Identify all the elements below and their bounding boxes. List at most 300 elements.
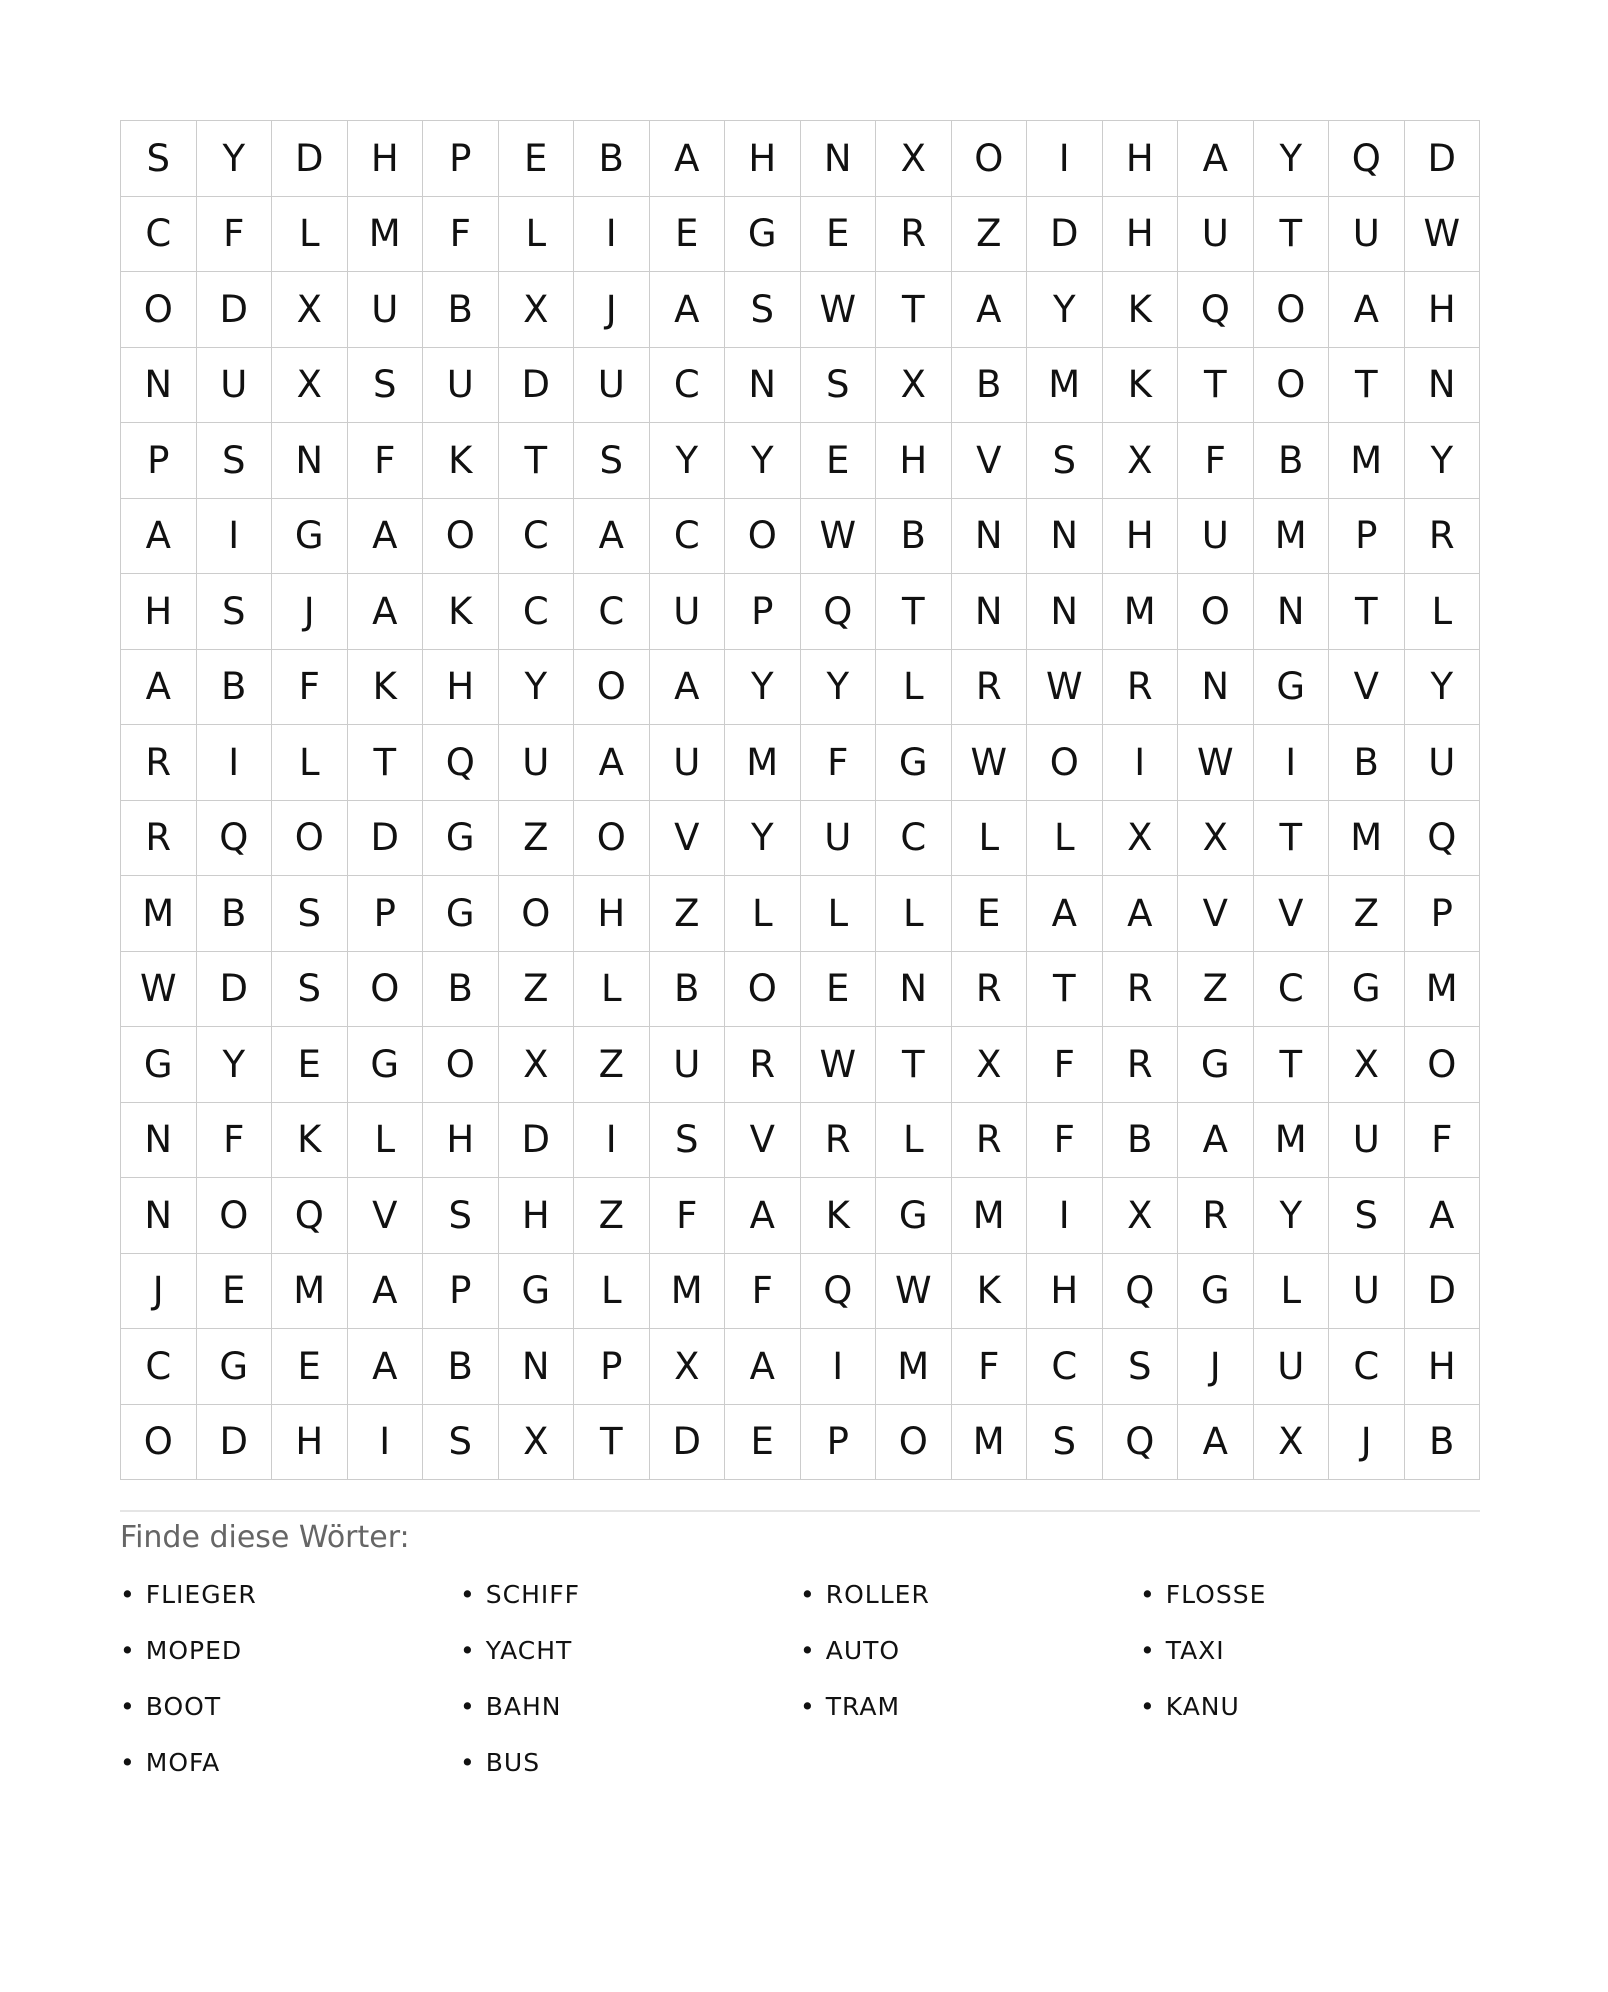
grid-cell[interactable]: P	[121, 423, 197, 499]
grid-cell[interactable]: L	[801, 876, 877, 952]
grid-cell[interactable]: L	[1405, 574, 1481, 650]
grid-cell[interactable]: I	[1254, 725, 1330, 801]
grid-cell[interactable]: G	[423, 876, 499, 952]
grid-cell[interactable]: T	[1027, 952, 1103, 1028]
grid-cell[interactable]: G	[1178, 1027, 1254, 1103]
grid-cell[interactable]: F	[1178, 423, 1254, 499]
grid-cell[interactable]: N	[876, 952, 952, 1028]
grid-cell[interactable]: M	[952, 1405, 1028, 1481]
grid-cell[interactable]: D	[272, 121, 348, 197]
grid-cell[interactable]: B	[650, 952, 726, 1028]
grid-cell[interactable]: S	[197, 574, 273, 650]
grid-cell[interactable]: C	[650, 348, 726, 424]
grid-cell[interactable]: S	[574, 423, 650, 499]
grid-cell[interactable]: O	[272, 801, 348, 877]
grid-cell[interactable]: H	[574, 876, 650, 952]
grid-cell[interactable]: C	[876, 801, 952, 877]
grid-cell[interactable]: F	[725, 1254, 801, 1330]
grid-cell[interactable]: A	[725, 1329, 801, 1405]
grid-cell[interactable]: U	[1178, 499, 1254, 575]
grid-cell[interactable]: F	[197, 1103, 273, 1179]
grid-cell[interactable]: M	[121, 876, 197, 952]
grid-cell[interactable]: V	[1254, 876, 1330, 952]
grid-cell[interactable]: U	[1329, 1103, 1405, 1179]
grid-cell[interactable]: S	[348, 348, 424, 424]
grid-cell[interactable]: S	[1027, 423, 1103, 499]
grid-cell[interactable]: U	[423, 348, 499, 424]
grid-cell[interactable]: W	[952, 725, 1028, 801]
grid-cell[interactable]: Q	[272, 1178, 348, 1254]
grid-cell[interactable]: M	[348, 197, 424, 273]
grid-cell[interactable]: O	[725, 952, 801, 1028]
grid-cell[interactable]: P	[423, 1254, 499, 1330]
grid-cell[interactable]: L	[272, 725, 348, 801]
grid-cell[interactable]: C	[1254, 952, 1330, 1028]
grid-cell[interactable]: N	[1027, 499, 1103, 575]
grid-cell[interactable]: S	[197, 423, 273, 499]
grid-cell[interactable]: Q	[197, 801, 273, 877]
grid-cell[interactable]: X	[1178, 801, 1254, 877]
grid-cell[interactable]: Q	[801, 1254, 877, 1330]
grid-cell[interactable]: U	[1178, 197, 1254, 273]
grid-cell[interactable]: E	[197, 1254, 273, 1330]
grid-cell[interactable]: Q	[423, 725, 499, 801]
grid-cell[interactable]: N	[1254, 574, 1330, 650]
grid-cell[interactable]: C	[121, 1329, 197, 1405]
grid-cell[interactable]: O	[1178, 574, 1254, 650]
grid-cell[interactable]: H	[1103, 197, 1179, 273]
grid-cell[interactable]: E	[801, 952, 877, 1028]
grid-cell[interactable]: J	[574, 272, 650, 348]
grid-cell[interactable]: J	[272, 574, 348, 650]
grid-cell[interactable]: L	[876, 876, 952, 952]
grid-cell[interactable]: T	[1254, 1027, 1330, 1103]
grid-cell[interactable]: X	[1103, 423, 1179, 499]
grid-cell[interactable]: I	[1027, 1178, 1103, 1254]
grid-cell[interactable]: G	[876, 1178, 952, 1254]
grid-cell[interactable]: Z	[574, 1027, 650, 1103]
grid-cell[interactable]: J	[1329, 1405, 1405, 1481]
grid-cell[interactable]: M	[1405, 952, 1481, 1028]
grid-cell[interactable]: H	[1405, 272, 1481, 348]
grid-cell[interactable]: V	[952, 423, 1028, 499]
grid-cell[interactable]: Y	[499, 650, 575, 726]
grid-cell[interactable]: Q	[1329, 121, 1405, 197]
grid-cell[interactable]: X	[499, 1405, 575, 1481]
grid-cell[interactable]: O	[952, 121, 1028, 197]
grid-cell[interactable]: A	[1103, 876, 1179, 952]
grid-cell[interactable]: C	[1027, 1329, 1103, 1405]
grid-cell[interactable]: W	[121, 952, 197, 1028]
grid-cell[interactable]: F	[348, 423, 424, 499]
grid-cell[interactable]: Y	[725, 650, 801, 726]
grid-cell[interactable]: T	[876, 1027, 952, 1103]
grid-cell[interactable]: M	[1027, 348, 1103, 424]
grid-cell[interactable]: C	[1329, 1329, 1405, 1405]
grid-cell[interactable]: Y	[1254, 121, 1330, 197]
grid-cell[interactable]: O	[574, 801, 650, 877]
grid-cell[interactable]: L	[876, 1103, 952, 1179]
grid-cell[interactable]: L	[272, 197, 348, 273]
grid-cell[interactable]: B	[1405, 1405, 1481, 1481]
grid-cell[interactable]: E	[272, 1329, 348, 1405]
grid-cell[interactable]: P	[574, 1329, 650, 1405]
grid-cell[interactable]: D	[348, 801, 424, 877]
grid-cell[interactable]: E	[725, 1405, 801, 1481]
grid-cell[interactable]: Z	[952, 197, 1028, 273]
grid-cell[interactable]: R	[725, 1027, 801, 1103]
grid-cell[interactable]: N	[499, 1329, 575, 1405]
grid-cell[interactable]: W	[1027, 650, 1103, 726]
grid-cell[interactable]: T	[1178, 348, 1254, 424]
grid-cell[interactable]: E	[801, 423, 877, 499]
grid-cell[interactable]: U	[1254, 1329, 1330, 1405]
grid-cell[interactable]: I	[197, 499, 273, 575]
grid-cell[interactable]: A	[1329, 272, 1405, 348]
grid-cell[interactable]: Y	[725, 801, 801, 877]
grid-cell[interactable]: D	[1405, 121, 1481, 197]
grid-cell[interactable]: G	[1329, 952, 1405, 1028]
grid-cell[interactable]: F	[650, 1178, 726, 1254]
grid-cell[interactable]: C	[121, 197, 197, 273]
grid-cell[interactable]: H	[272, 1405, 348, 1481]
grid-cell[interactable]: X	[650, 1329, 726, 1405]
grid-cell[interactable]: D	[197, 1405, 273, 1481]
grid-cell[interactable]: A	[650, 272, 726, 348]
grid-cell[interactable]: O	[574, 650, 650, 726]
grid-cell[interactable]: G	[197, 1329, 273, 1405]
grid-cell[interactable]: B	[423, 1329, 499, 1405]
grid-cell[interactable]: A	[574, 499, 650, 575]
grid-cell[interactable]: O	[1254, 348, 1330, 424]
grid-cell[interactable]: A	[348, 574, 424, 650]
grid-cell[interactable]: X	[499, 272, 575, 348]
grid-cell[interactable]: M	[876, 1329, 952, 1405]
grid-cell[interactable]: A	[1027, 876, 1103, 952]
grid-cell[interactable]: U	[348, 272, 424, 348]
grid-cell[interactable]: I	[197, 725, 273, 801]
grid-cell[interactable]: U	[1329, 1254, 1405, 1330]
grid-cell[interactable]: U	[1405, 725, 1481, 801]
grid-cell[interactable]: A	[574, 725, 650, 801]
grid-cell[interactable]: R	[952, 1103, 1028, 1179]
grid-cell[interactable]: T	[499, 423, 575, 499]
grid-cell[interactable]: F	[1405, 1103, 1481, 1179]
grid-cell[interactable]: G	[423, 801, 499, 877]
grid-cell[interactable]: M	[1103, 574, 1179, 650]
grid-cell[interactable]: E	[801, 197, 877, 273]
grid-cell[interactable]: Y	[1405, 423, 1481, 499]
grid-cell[interactable]: Y	[1405, 650, 1481, 726]
grid-cell[interactable]: W	[1405, 197, 1481, 273]
grid-cell[interactable]: Z	[499, 801, 575, 877]
grid-cell[interactable]: X	[876, 121, 952, 197]
grid-cell[interactable]: N	[952, 574, 1028, 650]
grid-cell[interactable]: L	[725, 876, 801, 952]
grid-cell[interactable]: H	[1405, 1329, 1481, 1405]
grid-cell[interactable]: Y	[725, 423, 801, 499]
grid-cell[interactable]: N	[121, 1103, 197, 1179]
grid-cell[interactable]: R	[1103, 1027, 1179, 1103]
grid-cell[interactable]: F	[423, 197, 499, 273]
grid-cell[interactable]: H	[423, 650, 499, 726]
grid-cell[interactable]: N	[272, 423, 348, 499]
grid-cell[interactable]: S	[423, 1405, 499, 1481]
grid-cell[interactable]: I	[1027, 121, 1103, 197]
grid-cell[interactable]: K	[423, 423, 499, 499]
grid-cell[interactable]: B	[197, 876, 273, 952]
grid-cell[interactable]: W	[1178, 725, 1254, 801]
grid-cell[interactable]: M	[1329, 423, 1405, 499]
grid-cell[interactable]: Q	[1405, 801, 1481, 877]
grid-cell[interactable]: Y	[650, 423, 726, 499]
grid-cell[interactable]: Z	[1329, 876, 1405, 952]
grid-cell[interactable]: V	[1178, 876, 1254, 952]
grid-cell[interactable]: C	[574, 574, 650, 650]
grid-cell[interactable]: S	[272, 876, 348, 952]
grid-cell[interactable]: E	[499, 121, 575, 197]
grid-cell[interactable]: O	[423, 1027, 499, 1103]
grid-cell[interactable]: S	[725, 272, 801, 348]
grid-cell[interactable]: B	[1103, 1103, 1179, 1179]
grid-cell[interactable]: B	[197, 650, 273, 726]
grid-cell[interactable]: S	[1329, 1178, 1405, 1254]
grid-cell[interactable]: O	[121, 1405, 197, 1481]
grid-cell[interactable]: A	[650, 121, 726, 197]
grid-cell[interactable]: L	[952, 801, 1028, 877]
grid-cell[interactable]: T	[1329, 574, 1405, 650]
grid-cell[interactable]: P	[1329, 499, 1405, 575]
grid-cell[interactable]: B	[952, 348, 1028, 424]
grid-cell[interactable]: S	[801, 348, 877, 424]
grid-cell[interactable]: U	[801, 801, 877, 877]
grid-cell[interactable]: A	[121, 650, 197, 726]
grid-cell[interactable]: N	[1405, 348, 1481, 424]
grid-cell[interactable]: C	[650, 499, 726, 575]
grid-cell[interactable]: B	[1254, 423, 1330, 499]
grid-cell[interactable]: F	[801, 725, 877, 801]
grid-cell[interactable]: L	[1027, 801, 1103, 877]
grid-cell[interactable]: R	[1178, 1178, 1254, 1254]
grid-cell[interactable]: K	[272, 1103, 348, 1179]
grid-cell[interactable]: K	[801, 1178, 877, 1254]
grid-cell[interactable]: T	[1329, 348, 1405, 424]
grid-cell[interactable]: D	[499, 1103, 575, 1179]
grid-cell[interactable]: N	[1178, 650, 1254, 726]
grid-cell[interactable]: I	[574, 197, 650, 273]
grid-cell[interactable]: L	[876, 650, 952, 726]
grid-cell[interactable]: I	[1103, 725, 1179, 801]
grid-cell[interactable]: G	[1178, 1254, 1254, 1330]
grid-cell[interactable]: L	[574, 1254, 650, 1330]
grid-cell[interactable]: X	[499, 1027, 575, 1103]
grid-cell[interactable]: U	[1329, 197, 1405, 273]
grid-cell[interactable]: X	[272, 272, 348, 348]
grid-cell[interactable]: Z	[499, 952, 575, 1028]
grid-cell[interactable]: U	[650, 574, 726, 650]
grid-cell[interactable]: X	[1103, 801, 1179, 877]
grid-cell[interactable]: L	[348, 1103, 424, 1179]
grid-cell[interactable]: X	[1254, 1405, 1330, 1481]
grid-cell[interactable]: Z	[574, 1178, 650, 1254]
grid-cell[interactable]: O	[1254, 272, 1330, 348]
grid-cell[interactable]: Y	[1254, 1178, 1330, 1254]
grid-cell[interactable]: K	[952, 1254, 1028, 1330]
grid-cell[interactable]: H	[1027, 1254, 1103, 1330]
grid-cell[interactable]: O	[876, 1405, 952, 1481]
grid-cell[interactable]: G	[121, 1027, 197, 1103]
grid-cell[interactable]: D	[197, 952, 273, 1028]
grid-cell[interactable]: A	[1178, 1405, 1254, 1481]
grid-cell[interactable]: Q	[1178, 272, 1254, 348]
grid-cell[interactable]: T	[1254, 197, 1330, 273]
grid-cell[interactable]: E	[272, 1027, 348, 1103]
grid-cell[interactable]: A	[121, 499, 197, 575]
grid-cell[interactable]: P	[801, 1405, 877, 1481]
grid-cell[interactable]: G	[272, 499, 348, 575]
grid-cell[interactable]: S	[1027, 1405, 1103, 1481]
grid-cell[interactable]: A	[348, 1329, 424, 1405]
grid-cell[interactable]: P	[725, 574, 801, 650]
grid-cell[interactable]: B	[423, 952, 499, 1028]
grid-cell[interactable]: P	[1405, 876, 1481, 952]
grid-cell[interactable]: S	[272, 952, 348, 1028]
grid-cell[interactable]: H	[348, 121, 424, 197]
grid-cell[interactable]: A	[725, 1178, 801, 1254]
grid-cell[interactable]: N	[801, 121, 877, 197]
grid-cell[interactable]: Z	[1178, 952, 1254, 1028]
grid-cell[interactable]: I	[801, 1329, 877, 1405]
grid-cell[interactable]: O	[499, 876, 575, 952]
grid-cell[interactable]: N	[1027, 574, 1103, 650]
grid-cell[interactable]: V	[725, 1103, 801, 1179]
grid-cell[interactable]: S	[650, 1103, 726, 1179]
grid-cell[interactable]: P	[348, 876, 424, 952]
grid-cell[interactable]: M	[650, 1254, 726, 1330]
grid-cell[interactable]: H	[876, 423, 952, 499]
grid-cell[interactable]: K	[1103, 348, 1179, 424]
grid-cell[interactable]: N	[121, 1178, 197, 1254]
grid-cell[interactable]: O	[121, 272, 197, 348]
grid-cell[interactable]: E	[952, 876, 1028, 952]
grid-cell[interactable]: R	[952, 650, 1028, 726]
grid-cell[interactable]: H	[499, 1178, 575, 1254]
grid-cell[interactable]: S	[1103, 1329, 1179, 1405]
grid-cell[interactable]: U	[197, 348, 273, 424]
grid-cell[interactable]: H	[121, 574, 197, 650]
grid-cell[interactable]: H	[725, 121, 801, 197]
grid-cell[interactable]: C	[499, 574, 575, 650]
grid-cell[interactable]: A	[1178, 121, 1254, 197]
grid-cell[interactable]: U	[650, 725, 726, 801]
grid-cell[interactable]: B	[876, 499, 952, 575]
grid-cell[interactable]: R	[121, 801, 197, 877]
grid-cell[interactable]: V	[650, 801, 726, 877]
grid-cell[interactable]: F	[1027, 1027, 1103, 1103]
grid-cell[interactable]: Z	[650, 876, 726, 952]
grid-cell[interactable]: H	[1103, 121, 1179, 197]
grid-cell[interactable]: D	[1027, 197, 1103, 273]
grid-cell[interactable]: Y	[197, 121, 273, 197]
grid-cell[interactable]: R	[801, 1103, 877, 1179]
grid-cell[interactable]: P	[423, 121, 499, 197]
grid-cell[interactable]: O	[423, 499, 499, 575]
grid-cell[interactable]: K	[1103, 272, 1179, 348]
grid-cell[interactable]: R	[876, 197, 952, 273]
grid-cell[interactable]: A	[348, 499, 424, 575]
grid-cell[interactable]: B	[423, 272, 499, 348]
grid-cell[interactable]: U	[574, 348, 650, 424]
grid-cell[interactable]: D	[1405, 1254, 1481, 1330]
grid-cell[interactable]: C	[499, 499, 575, 575]
grid-cell[interactable]: M	[1254, 1103, 1330, 1179]
grid-cell[interactable]: W	[801, 272, 877, 348]
grid-cell[interactable]: R	[1103, 650, 1179, 726]
grid-cell[interactable]: N	[952, 499, 1028, 575]
grid-cell[interactable]: G	[876, 725, 952, 801]
grid-cell[interactable]: X	[1103, 1178, 1179, 1254]
grid-cell[interactable]: Q	[1103, 1254, 1179, 1330]
grid-cell[interactable]: E	[650, 197, 726, 273]
grid-cell[interactable]: X	[272, 348, 348, 424]
grid-cell[interactable]: D	[650, 1405, 726, 1481]
grid-cell[interactable]: L	[574, 952, 650, 1028]
grid-cell[interactable]: O	[197, 1178, 273, 1254]
grid-cell[interactable]: X	[952, 1027, 1028, 1103]
grid-cell[interactable]: V	[348, 1178, 424, 1254]
grid-cell[interactable]: Y	[1027, 272, 1103, 348]
grid-cell[interactable]: W	[801, 1027, 877, 1103]
grid-cell[interactable]: M	[272, 1254, 348, 1330]
grid-cell[interactable]: O	[348, 952, 424, 1028]
grid-cell[interactable]: J	[1178, 1329, 1254, 1405]
grid-cell[interactable]: D	[499, 348, 575, 424]
grid-cell[interactable]: M	[952, 1178, 1028, 1254]
grid-cell[interactable]: I	[574, 1103, 650, 1179]
grid-cell[interactable]: H	[423, 1103, 499, 1179]
grid-cell[interactable]: X	[876, 348, 952, 424]
grid-cell[interactable]: R	[1103, 952, 1179, 1028]
grid-cell[interactable]: G	[499, 1254, 575, 1330]
grid-cell[interactable]: V	[1329, 650, 1405, 726]
grid-cell[interactable]: S	[121, 121, 197, 197]
grid-cell[interactable]: A	[650, 650, 726, 726]
grid-cell[interactable]: B	[1329, 725, 1405, 801]
grid-cell[interactable]: Q	[801, 574, 877, 650]
grid-cell[interactable]: I	[348, 1405, 424, 1481]
grid-cell[interactable]: F	[197, 197, 273, 273]
grid-cell[interactable]: G	[725, 197, 801, 273]
grid-cell[interactable]: M	[1254, 499, 1330, 575]
grid-cell[interactable]: M	[725, 725, 801, 801]
grid-cell[interactable]: N	[121, 348, 197, 424]
grid-cell[interactable]: S	[423, 1178, 499, 1254]
grid-cell[interactable]: A	[952, 272, 1028, 348]
grid-cell[interactable]: F	[272, 650, 348, 726]
grid-cell[interactable]: M	[1329, 801, 1405, 877]
grid-cell[interactable]: A	[1178, 1103, 1254, 1179]
grid-cell[interactable]: T	[348, 725, 424, 801]
grid-cell[interactable]: B	[574, 121, 650, 197]
grid-cell[interactable]: W	[801, 499, 877, 575]
grid-cell[interactable]: O	[725, 499, 801, 575]
grid-cell[interactable]: J	[121, 1254, 197, 1330]
grid-cell[interactable]: A	[348, 1254, 424, 1330]
grid-cell[interactable]: Y	[197, 1027, 273, 1103]
grid-cell[interactable]: G	[1254, 650, 1330, 726]
grid-cell[interactable]: F	[952, 1329, 1028, 1405]
grid-cell[interactable]: H	[1103, 499, 1179, 575]
